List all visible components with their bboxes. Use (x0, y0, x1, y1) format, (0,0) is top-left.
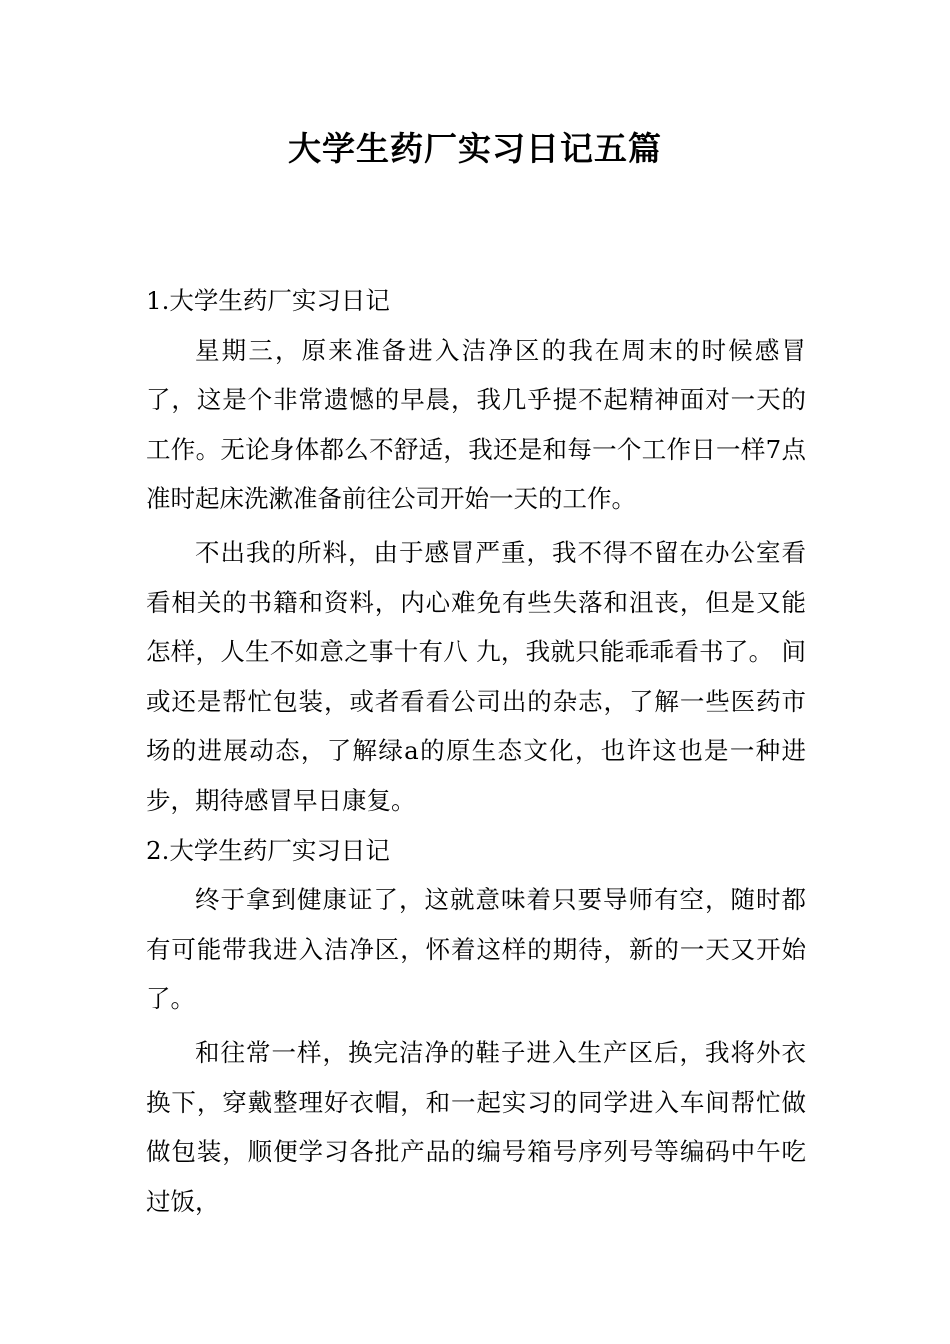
paragraph: 星期三，原来准备进入洁净区的我在周末的时候感冒了，这是个非常遗憾的早晨，我几乎提不起精神面对一天的工作。无论身体都么不舒适，我还是和每一个工作日一样7点准时起床洗漱准备前往公司开始一天的工作。 (146, 335, 806, 514)
paragraph: 和往常一样，换完洁净的鞋子进入生产区后，我将外衣换下，穿戴整理好衣帽，和一起实习的同学进入车间帮忙做做包装，顺便学习各批产品的编号箱号序列号等编码中午吃过饭， (146, 1037, 806, 1216)
document-title: 大学生药厂实习日记五篇 (288, 129, 662, 168)
diary-entry-1 (146, 276, 806, 826)
diary-entry-2 (146, 826, 806, 1227)
paragraph: 终于拿到健康证了，这就意味着只要导师有空，随时都有可能带我进入洁净区，怀着这样的期待，新的一天又开始了。 (146, 885, 806, 1014)
section-heading: 1.大学生药厂实习日记 (146, 286, 390, 315)
paragraph: 不出我的所料，由于感冒严重，我不得不留在办公室看看相关的书籍和资料，内心难免有些失落和沮丧，但是又能怎样，人生不如意之事十有八 九，我就只能乖乖看书了。 间或还是帮忙包装，或者看看公司出的杂志，了解一些医药市场的进展动态，了解绿a的原生态文化，也许这也是一种进步，期待感冒早日康复。 (146, 537, 806, 815)
document-body (146, 276, 806, 1226)
section-heading: 2.大学生药厂实习日记 (146, 835, 390, 865)
